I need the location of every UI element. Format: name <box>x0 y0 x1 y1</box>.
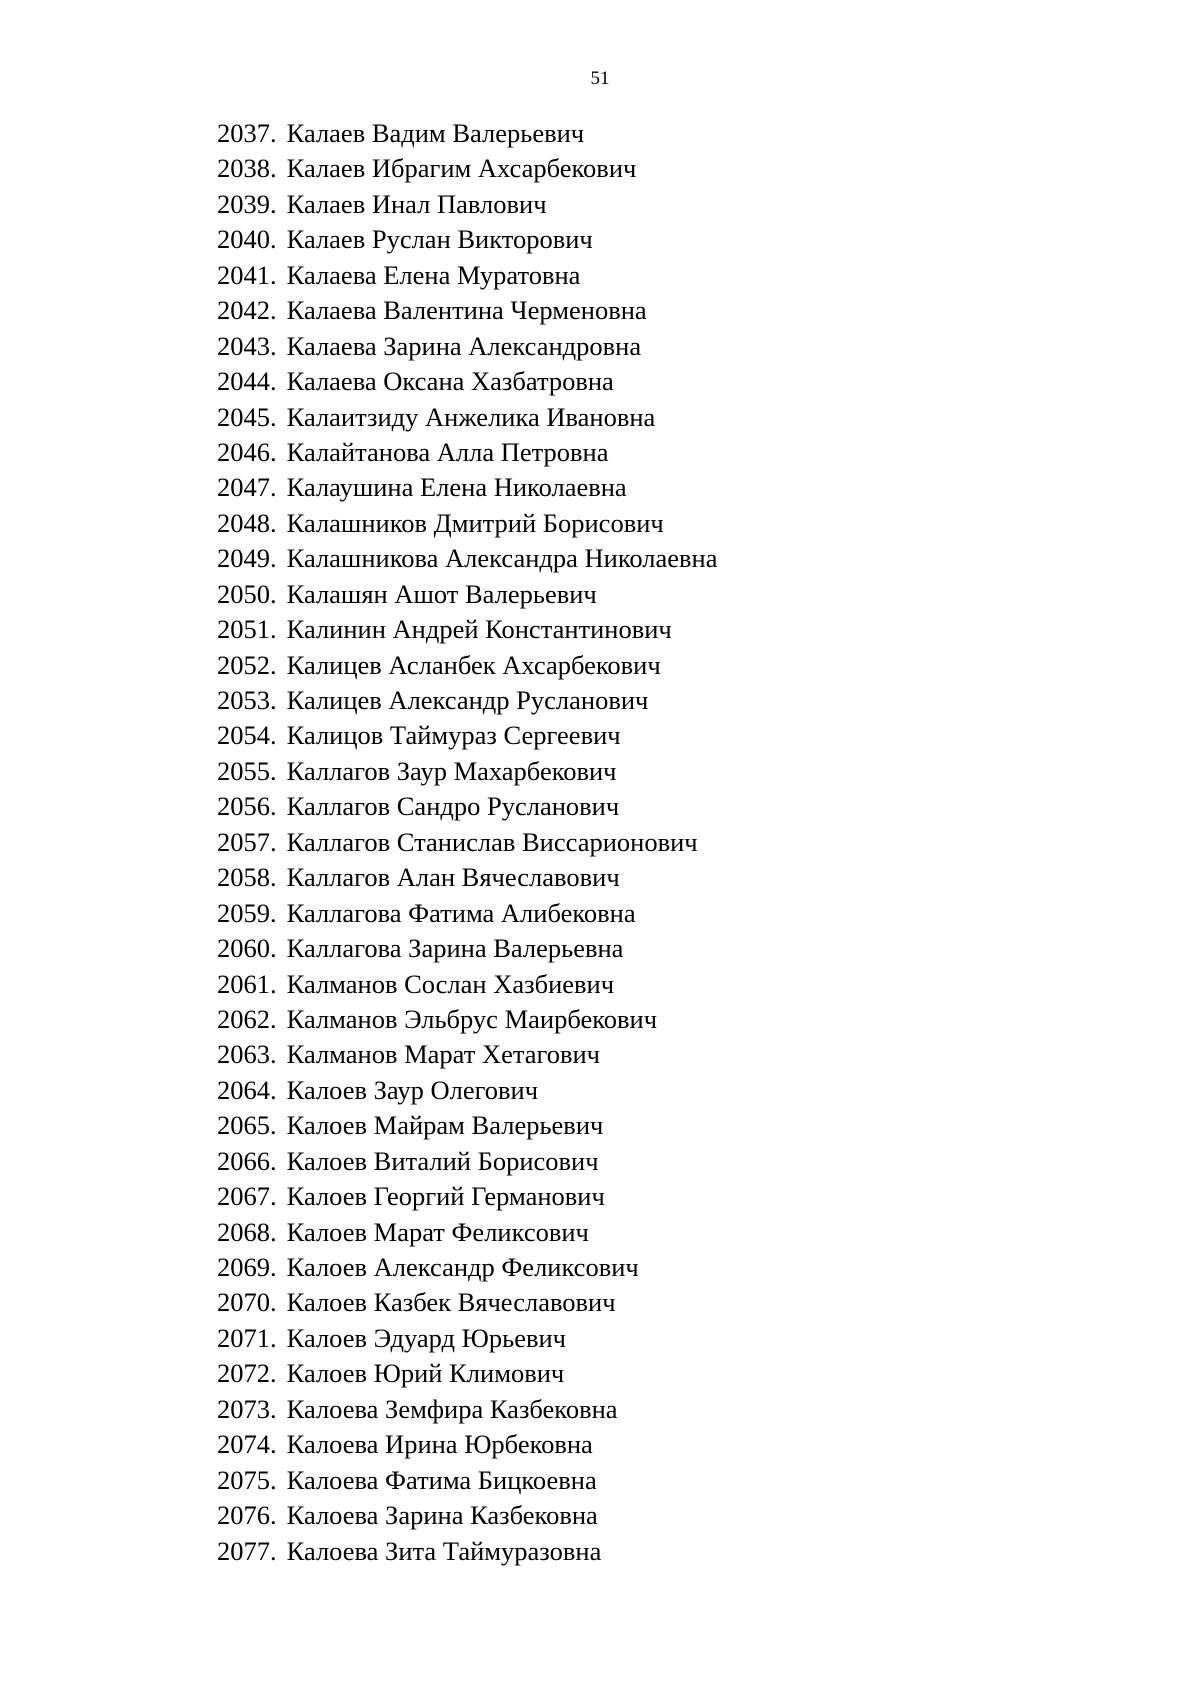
entry-full-name: Калаева Елена Муратовна <box>286 259 581 290</box>
entry-number: 2046. <box>217 436 277 467</box>
entry-full-name: Калаев Вадим Валерьевич <box>286 118 585 148</box>
list-item <box>217 187 717 222</box>
entry-number: 2041. <box>217 259 277 290</box>
entry-number: 2053. <box>217 685 277 715</box>
entry-full-name: Калашян Ашот Валерьевич <box>286 578 597 609</box>
list-item <box>217 1002 717 1037</box>
entry-full-name: Калманов Сослан Хазбиевич <box>286 968 615 999</box>
page-number: 51 <box>590 68 610 89</box>
entry-full-name: Калаева Зарина Александровна <box>286 330 642 361</box>
entry-number: 2049. <box>217 543 277 574</box>
list-item <box>217 1534 717 1569</box>
entry-number: 2040. <box>217 224 277 255</box>
entry-number: 2068. <box>217 1216 277 1247</box>
entry-full-name: Калоев Эдуард Юрьевич <box>286 1322 566 1353</box>
entry-number: 2058. <box>217 862 277 893</box>
entry-number: 2052. <box>217 649 277 680</box>
entry-full-name: Калоева Зарина Казбековна <box>286 1500 598 1531</box>
entry-number: 2076. <box>217 1500 277 1531</box>
entry-number: 2069. <box>217 1252 277 1282</box>
list-item <box>217 860 717 895</box>
entry-number: 2051. <box>217 614 277 645</box>
entry-full-name: Калоева Земфира Казбековна <box>286 1393 618 1424</box>
entry-number: 2050. <box>217 578 277 609</box>
list-item <box>217 222 717 257</box>
entry-full-name: Калаева Оксана Хазбатровна <box>286 366 614 397</box>
entry-full-name: Калоев Александр Феликсович <box>286 1252 639 1282</box>
entry-number: 2042. <box>217 295 277 326</box>
list-item <box>217 825 717 860</box>
list-item <box>217 506 717 541</box>
entry-full-name: Калинин Андрей Константинович <box>286 614 672 645</box>
list-item <box>217 1250 717 1285</box>
list-item <box>217 1356 717 1391</box>
entry-number: 2064. <box>217 1074 277 1105</box>
entry-number: 2038. <box>217 153 277 184</box>
entry-number: 2066. <box>217 1145 277 1176</box>
entry-number: 2056. <box>217 791 277 822</box>
entry-number: 2061. <box>217 968 277 999</box>
list-item <box>217 718 717 753</box>
entry-full-name: Калоева Зита Таймуразовна <box>286 1535 602 1566</box>
list-item <box>217 364 717 399</box>
entry-number: 2067. <box>217 1181 277 1212</box>
entry-number: 2065. <box>217 1110 277 1141</box>
list-item <box>217 612 717 647</box>
list-item <box>217 1392 717 1427</box>
entry-number: 2045. <box>217 401 277 432</box>
entry-number: 2075. <box>217 1464 277 1495</box>
entry-number: 2048. <box>217 507 277 538</box>
list-item <box>217 1321 717 1356</box>
entry-number: 2077. <box>217 1535 277 1566</box>
entry-number: 2059. <box>217 897 277 928</box>
list-item <box>217 577 717 612</box>
entry-number: 2073. <box>217 1393 277 1424</box>
name-list <box>217 116 717 1569</box>
entry-full-name: Калоев Казбек Вячеславович <box>286 1287 616 1318</box>
entry-number: 2039. <box>217 188 277 219</box>
entry-full-name: Каллагов Сандро Русланович <box>286 791 620 822</box>
list-item <box>217 1498 717 1533</box>
list-item <box>217 1108 717 1143</box>
list-item <box>217 293 717 328</box>
entry-full-name: Каллагов Алан Вячеславович <box>286 862 620 893</box>
entry-number: 2055. <box>217 755 277 786</box>
list-item <box>217 151 717 186</box>
list-item <box>217 896 717 931</box>
entry-number: 2043. <box>217 330 277 361</box>
entry-full-name: Калоева Фатима Бицкоевна <box>286 1464 597 1495</box>
entry-full-name: Калаитзиду Анжелика Ивановна <box>286 401 656 432</box>
entry-full-name: Калицев Александр Русланович <box>286 685 649 715</box>
list-item <box>217 1144 717 1179</box>
entry-full-name: Каллагова Зарина Валерьевна <box>286 933 624 964</box>
list-item <box>217 1037 717 1072</box>
list-item <box>217 470 717 505</box>
entry-full-name: Калайтанова Алла Петровна <box>286 436 609 467</box>
entry-number: 2054. <box>217 720 277 751</box>
list-item <box>217 1285 717 1320</box>
list-item <box>217 541 717 576</box>
entry-full-name: Калашникова Александра Николаевна <box>286 543 718 574</box>
list-item <box>217 1073 717 1108</box>
list-item <box>217 967 717 1002</box>
list-item <box>217 1179 717 1214</box>
entry-number: 2070. <box>217 1287 277 1318</box>
entry-number: 2063. <box>217 1039 277 1070</box>
list-item <box>217 329 717 364</box>
entry-full-name: Калаев Инал Павлович <box>286 188 547 219</box>
entry-number: 2057. <box>217 826 277 857</box>
entry-full-name: Калаушина Елена Николаевна <box>286 472 627 503</box>
list-item <box>217 435 717 470</box>
entry-full-name: Калоев Марат Феликсович <box>286 1216 589 1247</box>
entry-full-name: Каллагов Станислав Виссарионович <box>286 826 698 857</box>
entry-full-name: Каллагова Фатима Алибековна <box>286 897 636 928</box>
list-item <box>217 1463 717 1498</box>
list-item <box>217 648 717 683</box>
entry-full-name: Калоев Майрам Валерьевич <box>286 1110 604 1141</box>
list-item <box>217 683 717 718</box>
list-item <box>217 116 717 151</box>
entry-number: 2071. <box>217 1322 277 1353</box>
entry-number: 2060. <box>217 933 277 964</box>
entry-number: 2074. <box>217 1429 277 1460</box>
entry-full-name: Каллагов Заур Махарбекович <box>286 755 617 786</box>
entry-full-name: Калманов Марат Хетагович <box>286 1039 600 1070</box>
entry-full-name: Калицов Таймураз Сергеевич <box>286 720 621 751</box>
entry-number: 2044. <box>217 366 277 397</box>
list-item <box>217 1215 717 1250</box>
entry-full-name: Калоев Заур Олегович <box>286 1074 539 1105</box>
entry-full-name: Калоева Ирина Юрбековна <box>286 1429 593 1460</box>
entry-number: 2062. <box>217 1003 277 1034</box>
entry-number: 2072. <box>217 1358 277 1389</box>
list-item <box>217 754 717 789</box>
list-item <box>217 789 717 824</box>
entry-full-name: Калашников Дмитрий Борисович <box>286 507 664 538</box>
list-item <box>217 1427 717 1462</box>
entry-full-name: Калоев Юрий Климович <box>286 1358 565 1389</box>
entry-full-name: Калаев Ибрагим Ахсарбекович <box>286 153 637 184</box>
entry-full-name: Калаев Руслан Викторович <box>286 224 593 255</box>
entry-full-name: Калицев Асланбек Ахсарбекович <box>286 649 661 680</box>
list-item <box>217 258 717 293</box>
entry-full-name: Калоев Георгий Германович <box>286 1181 605 1212</box>
list-item <box>217 931 717 966</box>
entry-full-name: Калоев Виталий Борисович <box>286 1145 599 1176</box>
entry-full-name: Калаева Валентина Черменовна <box>286 295 647 326</box>
entry-number: 2037. <box>217 118 277 148</box>
list-item <box>217 400 717 435</box>
entry-full-name: Калманов Эльбрус Маирбекович <box>286 1003 658 1034</box>
entry-number: 2047. <box>217 472 277 503</box>
